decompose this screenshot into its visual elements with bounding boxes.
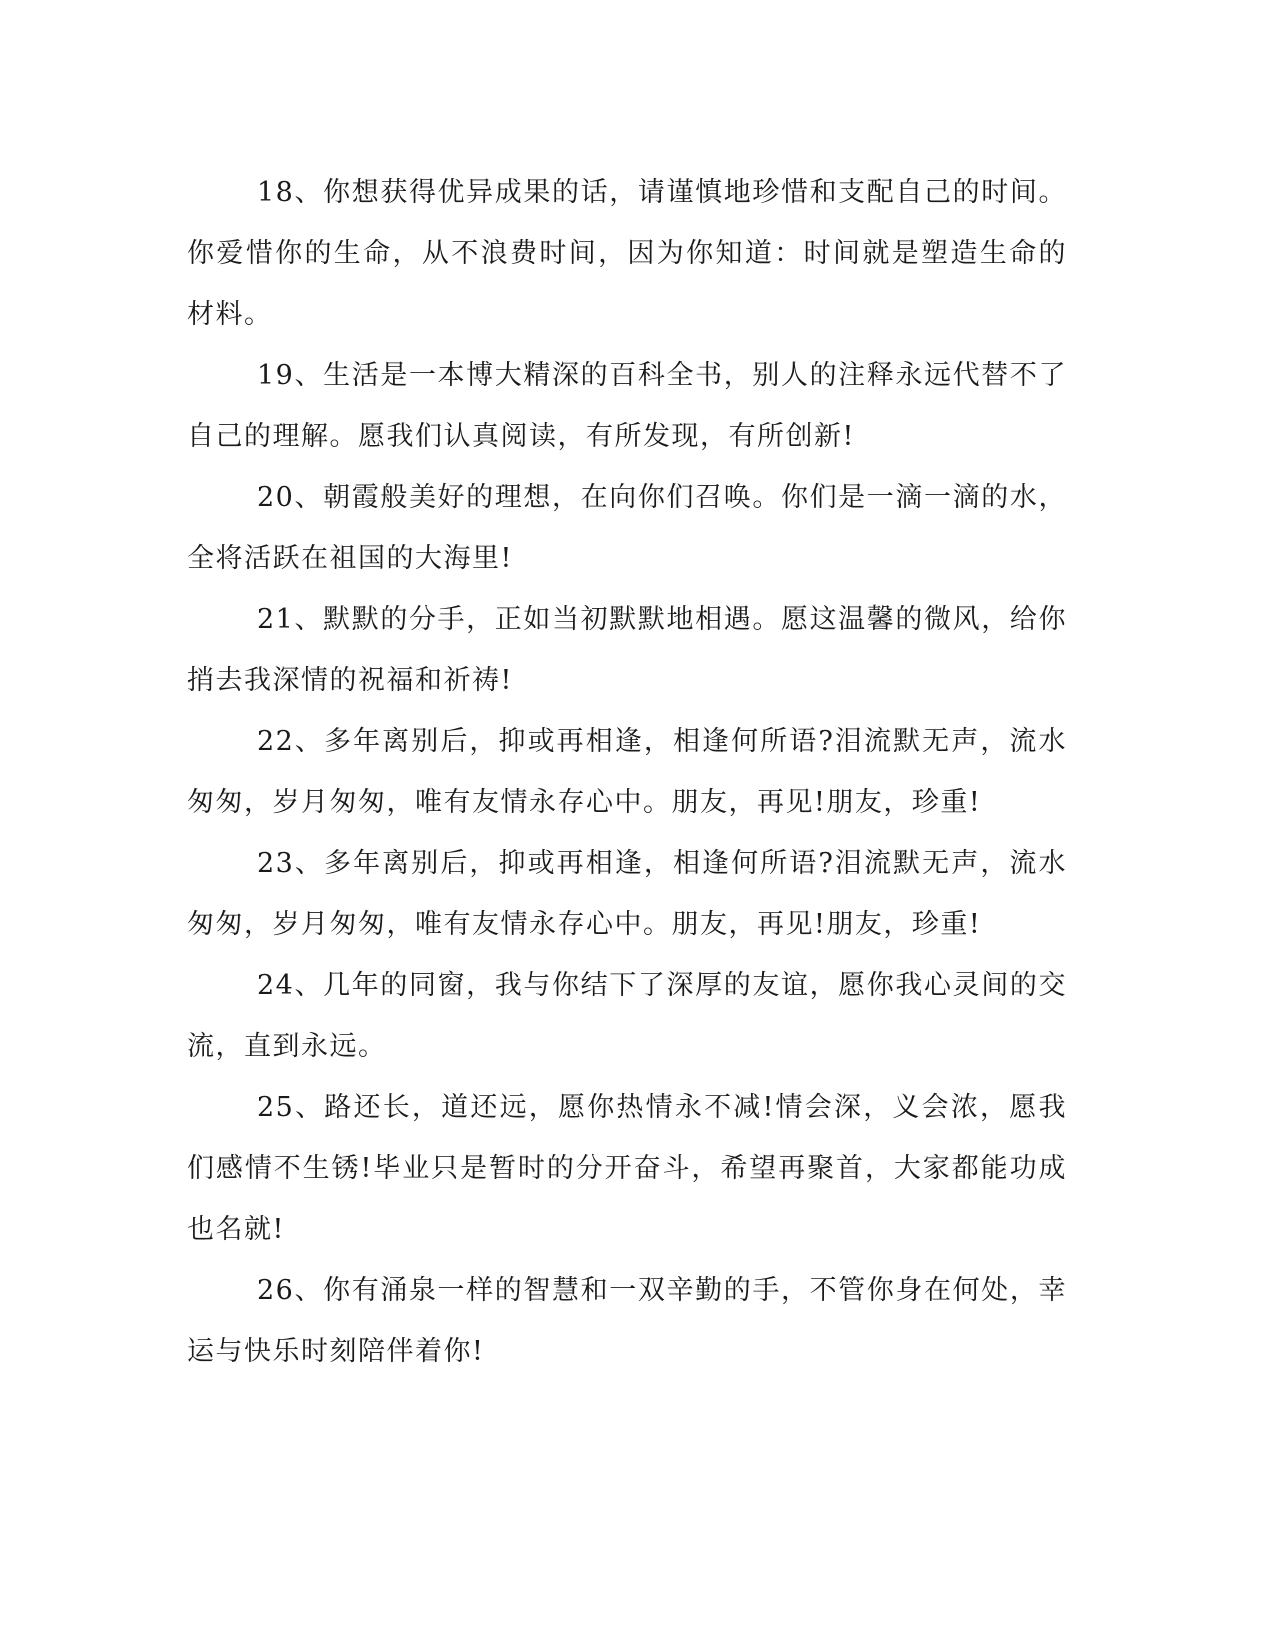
document-body <box>187 162 1067 1382</box>
paragraph-24: 24、几年的同窗，我与你结下了深厚的友谊，愿你我心灵间的交流，直到永远。 <box>187 970 1067 1062</box>
paragraph-26: 26、你有涌泉一样的智慧和一双辛勤的手，不管你身在何处，幸运与快乐时刻陪伴着你! <box>187 1275 1067 1367</box>
paragraph-19: 19、生活是一本博大精深的百科全书，别人的注释永远代替不了自己的理解。愿我们认真阅读，有所发现，有所创新! <box>187 360 1067 452</box>
paragraph-22: 22、多年离别后，抑或再相逢，相逢何所语?泪流默无声，流水匆匆，岁月匆匆，唯有友情永存心中。朋友，再见!朋友，珍重! <box>187 726 1067 818</box>
paragraph-23: 23、多年离别后，抑或再相逢，相逢何所语?泪流默无声，流水匆匆，岁月匆匆，唯有友情永存心中。朋友，再见!朋友，珍重! <box>187 848 1067 940</box>
paragraph-20: 20、朝霞般美好的理想，在向你们召唤。你们是一滴一滴的水，全将活跃在祖国的大海里! <box>187 482 1067 574</box>
paragraph-21: 21、默默的分手，正如当初默默地相遇。愿这温馨的微风，给你捎去我深情的祝福和祈祷! <box>187 604 1067 696</box>
paragraph-18: 18、你想获得优异成果的话，请谨慎地珍惜和支配自己的时间。你爱惜你的生命，从不浪费时间，因为你知道：时间就是塑造生命的材料。 <box>187 177 1067 330</box>
paragraph-25: 25、路还长，道还远，愿你热情永不减!情会深，义会浓，愿我们感情不生锈!毕业只是暂时的分开奋斗，希望再聚首，大家都能功成也名就! <box>187 1092 1067 1245</box>
